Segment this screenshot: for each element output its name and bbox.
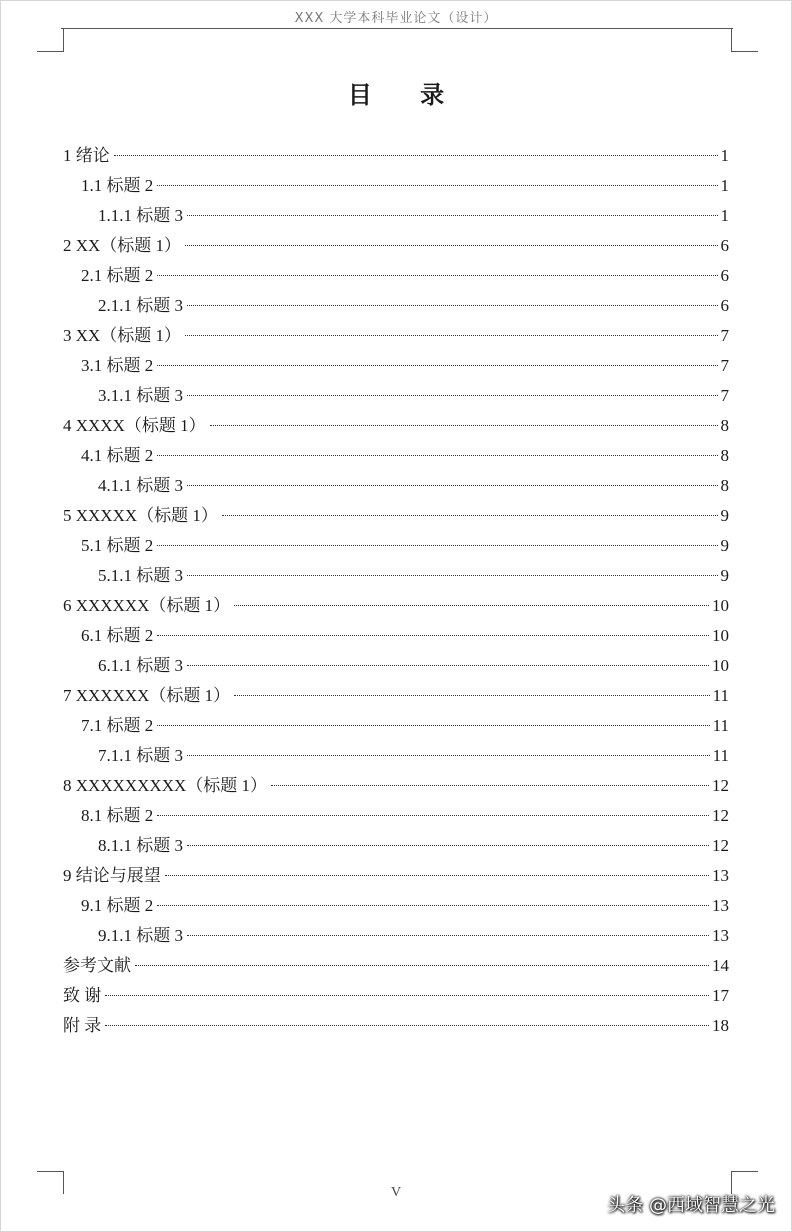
toc-dot-leader bbox=[114, 155, 718, 156]
toc-entry[interactable] bbox=[63, 141, 729, 171]
toc-dot-leader bbox=[187, 665, 709, 666]
toc-dot-leader bbox=[157, 635, 709, 636]
toc-entry[interactable] bbox=[63, 471, 729, 501]
toc-entry-page: 6 bbox=[720, 266, 729, 285]
toc-entry-label: 3 XX（标题 1） bbox=[63, 326, 182, 345]
toc-entry-page: 14 bbox=[712, 956, 729, 975]
toc-entry-label: 4 XXXX（标题 1） bbox=[63, 416, 206, 435]
toc-entry-page: 13 bbox=[712, 866, 729, 885]
toc-dot-leader bbox=[271, 785, 709, 786]
toc-entry-page: 1 bbox=[720, 176, 729, 195]
toc-entry[interactable] bbox=[63, 1011, 729, 1041]
toc-entry-label: 5 XXXXX（标题 1） bbox=[63, 506, 218, 525]
toc-dot-leader bbox=[187, 845, 709, 846]
toc-dot-leader bbox=[234, 605, 709, 606]
toc-dot-leader bbox=[157, 725, 709, 726]
toc-entry[interactable] bbox=[63, 381, 729, 411]
toc-dot-leader bbox=[157, 815, 709, 816]
toc-entry-label: 2.1.1 标题 3 bbox=[98, 296, 183, 315]
toc-entry-page: 13 bbox=[712, 926, 729, 945]
toc-entry-page: 12 bbox=[712, 806, 729, 825]
toc-entry[interactable] bbox=[63, 651, 729, 681]
toc-entry-page: 9 bbox=[720, 506, 729, 525]
toc-dot-leader bbox=[187, 575, 718, 576]
toc-entry-page: 7 bbox=[720, 356, 729, 375]
toc-entry-page: 12 bbox=[712, 776, 729, 795]
toc-dot-leader bbox=[187, 755, 710, 756]
toc-entry-label: 6.1 标题 2 bbox=[81, 626, 154, 645]
toc-entry-label: 9 结论与展望 bbox=[63, 866, 161, 885]
toc-entry[interactable] bbox=[63, 831, 729, 861]
toc-entry[interactable] bbox=[63, 501, 729, 531]
header-rule bbox=[61, 28, 733, 29]
toc-entry[interactable] bbox=[63, 561, 729, 591]
toc-entry[interactable] bbox=[63, 771, 729, 801]
toc-entry[interactable] bbox=[63, 531, 729, 561]
toc-entry-page: 18 bbox=[712, 1016, 729, 1035]
toc-entry-page: 11 bbox=[712, 746, 729, 765]
table-of-contents bbox=[63, 141, 729, 1041]
toc-entry-page: 1 bbox=[720, 206, 729, 225]
toc-dot-leader bbox=[157, 185, 717, 186]
toc-entry-page: 13 bbox=[712, 896, 729, 915]
toc-entry-label: 7.1 标题 2 bbox=[81, 716, 154, 735]
toc-title: 目 录 bbox=[347, 81, 465, 109]
toc-entry-label: 附 录 bbox=[63, 1016, 102, 1035]
toc-entry-label: 7 XXXXXX（标题 1） bbox=[63, 686, 231, 705]
toc-entry[interactable] bbox=[63, 981, 729, 1011]
toc-entry-label: 4.1.1 标题 3 bbox=[98, 476, 183, 495]
toc-entry-label: 5.1 标题 2 bbox=[81, 536, 154, 555]
toc-entry-label: 7.1.1 标题 3 bbox=[98, 746, 183, 765]
toc-entry-page: 10 bbox=[712, 656, 729, 675]
toc-entry[interactable] bbox=[63, 591, 729, 621]
toc-entry-label: 8.1.1 标题 3 bbox=[98, 836, 183, 855]
toc-entry-page: 8 bbox=[720, 476, 729, 495]
toc-dot-leader bbox=[157, 455, 717, 456]
toc-entry[interactable] bbox=[63, 441, 729, 471]
toc-entry-page: 10 bbox=[712, 596, 729, 615]
toc-entry-page: 12 bbox=[712, 836, 729, 855]
toc-entry-page: 11 bbox=[712, 716, 729, 735]
toc-entry[interactable] bbox=[63, 351, 729, 381]
toc-entry[interactable] bbox=[63, 921, 729, 951]
toc-entry-label: 1.1 标题 2 bbox=[81, 176, 154, 195]
page-number: V bbox=[390, 1185, 402, 1200]
toc-dot-leader bbox=[157, 365, 717, 366]
toc-entry-page: 10 bbox=[712, 626, 729, 645]
toc-entry-label: 3.1 标题 2 bbox=[81, 356, 154, 375]
toc-entry-page: 8 bbox=[720, 446, 729, 465]
toc-dot-leader bbox=[234, 695, 709, 696]
toc-dot-leader bbox=[165, 875, 709, 876]
toc-entry-page: 11 bbox=[712, 686, 729, 705]
toc-entry[interactable] bbox=[63, 291, 729, 321]
toc-entry[interactable] bbox=[63, 231, 729, 261]
running-header: XXX 大学本科毕业论文（设计） bbox=[294, 11, 498, 26]
toc-entry-label: 9.1.1 标题 3 bbox=[98, 926, 183, 945]
toc-entry[interactable] bbox=[63, 711, 729, 741]
toc-entry-label: 参考文献 bbox=[63, 956, 131, 975]
toc-entry-page: 9 bbox=[720, 536, 729, 555]
toc-entry[interactable] bbox=[63, 951, 729, 981]
toc-dot-leader bbox=[187, 935, 709, 936]
toc-entry-page: 9 bbox=[720, 566, 729, 585]
toc-entry-label: 致 谢 bbox=[63, 986, 102, 1005]
toc-entry-label: 3.1.1 标题 3 bbox=[98, 386, 183, 405]
toc-dot-leader bbox=[157, 905, 709, 906]
toc-entry[interactable] bbox=[63, 621, 729, 651]
crop-mark-top-right bbox=[731, 29, 758, 52]
toc-entry-label: 4.1 标题 2 bbox=[81, 446, 154, 465]
crop-mark-top-left bbox=[37, 29, 64, 52]
toc-dot-leader bbox=[185, 335, 717, 336]
toc-entry-label: 2.1 标题 2 bbox=[81, 266, 154, 285]
toc-entry[interactable] bbox=[63, 321, 729, 351]
toc-entry[interactable] bbox=[63, 261, 729, 291]
toc-entry[interactable] bbox=[63, 201, 729, 231]
toc-entry-label: 9.1 标题 2 bbox=[81, 896, 154, 915]
toc-dot-leader bbox=[157, 275, 717, 276]
toc-entry[interactable] bbox=[63, 411, 729, 441]
toc-entry-page: 1 bbox=[720, 146, 729, 165]
toc-entry[interactable] bbox=[63, 891, 729, 921]
toc-entry[interactable] bbox=[63, 681, 729, 711]
toc-dot-leader bbox=[157, 545, 717, 546]
toc-entry-label: 6.1.1 标题 3 bbox=[98, 656, 183, 675]
watermark: 头条 @西域智慧之光 bbox=[607, 1195, 775, 1216]
toc-entry-page: 17 bbox=[712, 986, 729, 1005]
toc-dot-leader bbox=[187, 485, 718, 486]
toc-entry[interactable] bbox=[63, 861, 729, 891]
toc-dot-leader bbox=[105, 995, 709, 996]
toc-entry-label: 5.1.1 标题 3 bbox=[98, 566, 183, 585]
toc-dot-leader bbox=[187, 395, 718, 396]
toc-entry[interactable] bbox=[63, 741, 729, 771]
toc-dot-leader bbox=[187, 305, 718, 306]
toc-dot-leader bbox=[187, 215, 718, 216]
toc-dot-leader bbox=[210, 425, 718, 426]
toc-dot-leader bbox=[135, 965, 709, 966]
toc-entry-label: 8.1 标题 2 bbox=[81, 806, 154, 825]
toc-entry-page: 6 bbox=[720, 236, 729, 255]
toc-entry[interactable] bbox=[63, 801, 729, 831]
toc-entry-label: 6 XXXXXX（标题 1） bbox=[63, 596, 231, 615]
toc-entry-label: 2 XX（标题 1） bbox=[63, 236, 182, 255]
toc-entry-page: 6 bbox=[720, 296, 729, 315]
toc-entry-label: 1 绪论 bbox=[63, 146, 110, 165]
toc-entry-label: 8 XXXXXXXXX（标题 1） bbox=[63, 776, 267, 795]
toc-dot-leader bbox=[185, 245, 717, 246]
toc-entry-page: 7 bbox=[720, 386, 729, 405]
toc-dot-leader bbox=[105, 1025, 709, 1026]
toc-entry-label: 1.1.1 标题 3 bbox=[98, 206, 183, 225]
toc-entry-page: 8 bbox=[720, 416, 729, 435]
toc-dot-leader bbox=[222, 515, 718, 516]
toc-entry-page: 7 bbox=[720, 326, 729, 345]
toc-entry[interactable] bbox=[63, 171, 729, 201]
